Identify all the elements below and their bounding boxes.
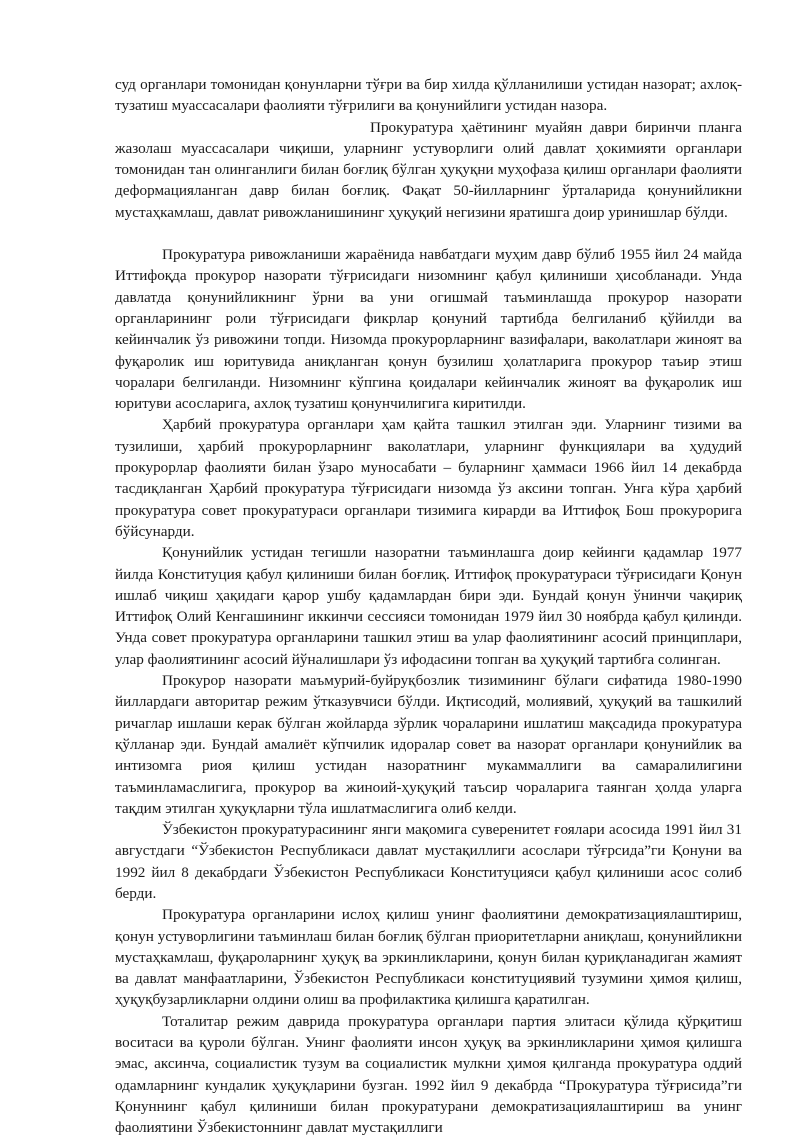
paragraph-6: Прокурор назорати маъмурий-буйруқбозлик тизимининг бўлаги сифатида 1980-1990 йиллардаги авторитар режим ўтказувчиси бўлди. Иқтисодий, молиявий, ҳуқуқий ва ташкилий ричаглар ишлаши керак бўлган жойларда зўрлик чораларини ишлатиш мақсадида прокуратура қўлланар эди. Бундай амалиёт кўпчилик идоралар совет ва назорат органлари қонунийлик ва интизомга риоя қилиш устидан назоратнинг мукаммаллиги ва самаралилигини таъминламаслигига, прокурор ва жиноий-ҳуқуқий таъсир чораларига таянган ҳолда уларга тақдим этилган ҳуқуқларни тўла ишлатмаслигига олиб келди. <box>115 672 742 817</box>
paragraph-1: суд органлари томонидан қонунларни тўғри ва бир хилда қўлланилиши устидан назорат; ахлоқ-тузатиш муассасалари фаолияти тўғрилиги ва қонунийлиги устидан назора. <box>115 76 742 115</box>
paragraph-2: Прокуратура ҳаётининг муайян даври биринчи планга жазолаш муассасалари чиқиши, уларнинг устуворлиги олий давлат ҳокимияти органлари томонидан тан олинганлиги билан боғлиқ бўлган ҳуқуқни муҳофаза қилиш органлари фаолияти деформацияланган давр билан боғлиқ. Фақат 50-йилларнинг ўрталарида қонунийликни мустаҳкамлаш, давлат ривожланишининг ҳуқуқий негизини яратишга доир уринишлар бўлди. <box>115 118 742 221</box>
document-page <box>115 74 742 1139</box>
paragraph-9: Тоталитар режим даврида прокуратура органлари партия элитаси қўлида қўрқитиш воситаси ва қуроли бўлган. Унинг фаолияти инсон ҳуқуқ ва эркинликларини ҳимоя қилишга эмас, аксинча, социалистик тузум ва социалистик мулкни ҳимоя қилганда прокуратура оддий одамларнинг кундалик ҳуқуқларини бузган. 1992 йил 9 декабрда “Прокуратура тўғрисида”ги Қонуннинг қабул қилиниши билан прокуратурани демократизациялаштириш ва унинг фаолиятини Ўзбекистоннинг давлат мустақиллиги <box>115 1012 742 1137</box>
paragraph-7: Ўзбекистон прокуратурасининг янги мақомига суверенитет ғоялари асосида 1991 йил 31 августдаги “Ўзбекистон Республикаси давлат мустақиллиги асослари тўғрсида”ги Қонуни ва 1992 йил 8 декабрдаги Ўзбекистон Республикаси Конституцияси қабул қилиниши асос солиб берди. <box>115 821 742 902</box>
paragraph-4: Ҳарбий прокуратура органлари ҳам қайта ташкил этилган эди. Уларнинг тизими ва тузилиши, ҳарбий прокурорларнинг ваколатлари, уларнинг функциялари ва ҳудудий прокурорлар фаолияти билан ўзаро муносабати – буларнинг ҳаммаси 1966 йил 14 декабрда тасдиқланган Ҳарбий прокуратура тўғрисидаги низомда ўз аксини топган. Унга кўра ҳарбий прокуратура совет прокуратураси органлари тизимига кирарди ва Иттифоқ Бош прокурорига бўйсунарди. <box>115 416 742 540</box>
paragraph-8: Прокуратура органларини ислоҳ қилиш унинг фаолиятини демократизациялаштириш, қонун устуворлигини таъминлаш билан боғлиқ бўлган приоритетларни аниқлаш, қонунийликни мустаҳкамлаш, фуқароларнинг ҳуқуқ ва эркинликларини, қонун билан қуриқланадиган жамият ва давлат манфаатларини, Ўзбекистон Республикаси конституциявий тузумини ҳимоя қилиш, ҳуқуқбузарликларни олдини олиш ва профилактика қилишга қаратилган. <box>115 906 742 1009</box>
paragraph-3: Прокуратура ривожланиши жараёнида навбатдаги муҳим давр бўлиб 1955 йил 24 майда Иттифоқда прокурор назорати тўғрисидаги низомнинг қабул қилиниши ҳисобланади. Унда давлатда қонунийликнинг ўрни ва уни огишмай таъминлашда прокурор назорати органларининг роли тўғрисидаги фикрлар қонуний тартибда белгиланиб қўйилди ва кейинчалик ўз ривожини топди. Низомда прокурорларнинг вазифалари, ваколатлари жиноят ва фуқаролик иш юритувида аниқланган қонун бузилиш ҳолатларига прокурор таъир этиш чоралари белгиланди. Низомнинг кўпгина қоидалари кейинчалик жиноят ва фуқаролик иш юритуви асосларига, ахлоқ тузатиш қонунчилигига киритилди. <box>115 246 742 413</box>
paragraph-5: Қонунийлик устидан тегишли назоратни таъминлашга доир кейинги қадамлар 1977 йилда Конституция қабул қилиниши билан боғлиқ. Иттифоқ прокуратураси тўғрисидаги Қонун ишлаб чиқиш ҳақидаги қарор ушбу қадамлардан бири эди. Бундай қонун ўнинчи чақириқ Иттифоқ Олий Кенгашининг иккинчи сессияси томонидан 1979 йил 30 ноябрда қабул қилинди. Унда совет прокуратура органларини ташкил этиш ва улар фаолиятининг асосий принциплари, улар фаолиятининг асосий йўналишлари ўз ифодасини топган ва ҳуқуқий тартибга солинган. <box>115 544 742 668</box>
